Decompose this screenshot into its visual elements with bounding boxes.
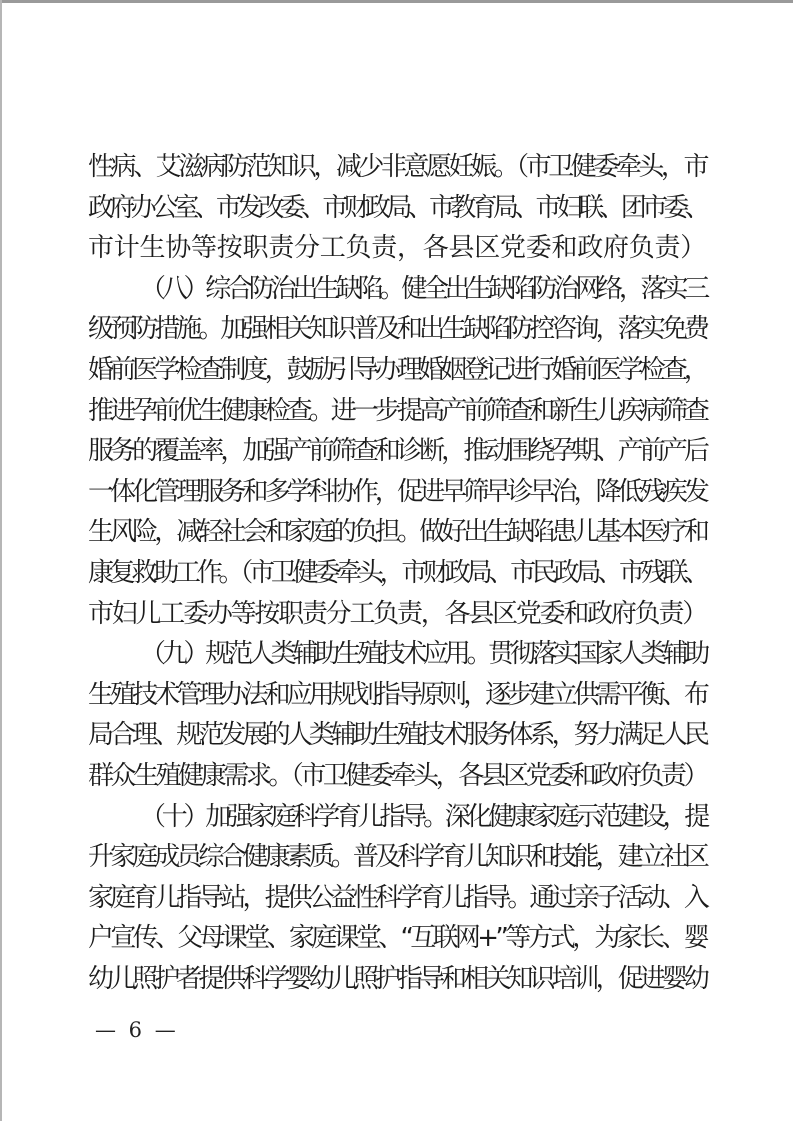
text-line [88, 675, 706, 716]
text-line-content: 服务的覆盖率，加强产前筛查和诊断，推动围绕孕期、产前产后 [88, 436, 706, 467]
text-line [88, 634, 706, 675]
text-line-content: 生风险，减轻社会和家庭的负担。做好出生缺陷患儿基本医疗和 [88, 517, 706, 548]
text-line-content: 康复救助工作。（市卫健委牵头，市财政局、市民政局、市残联、 [88, 557, 706, 588]
text-line [88, 959, 706, 1000]
scan-edge-left [0, 0, 2, 1121]
page-number: — 6 — [95, 1018, 179, 1042]
text-line [88, 269, 706, 310]
text-line [88, 228, 706, 269]
text-line [88, 553, 706, 594]
text-line-content: （八）综合防治出生缺陷。健全出生缺陷防治网络，落实三 [140, 273, 706, 304]
text-line [88, 512, 706, 553]
text-line [88, 878, 706, 919]
text-line-content: 户宣传、父母课堂、家庭课堂、“互联网+”等方式，为家长、婴 [88, 923, 706, 954]
text-line [88, 594, 706, 635]
text-line-content: 一体化管理服务和多学科协作，促进早筛早诊早治，降低残疾发 [88, 476, 706, 507]
text-line [88, 350, 706, 391]
text-line-content: 生殖技术管理办法和应用规划指导原则，逐步建立供需平衡、布 [88, 679, 706, 710]
text-line [88, 756, 706, 797]
text-line [88, 431, 706, 472]
text-line-content: 群众生殖健康需求。（市卫健委牵头，各县区党委和政府负责） [88, 760, 706, 791]
text-line-content: 政府办公室、市发改委、市财政局、市教育局、市妇联、团市委、 [88, 192, 706, 223]
text-line [88, 188, 706, 229]
text-line [88, 309, 706, 350]
text-line-content: 局合理、规范发展的人类辅助生殖技术服务体系，努力满足人民 [88, 720, 706, 751]
text-line-content: 升家庭成员综合健康素质。普及科学育儿知识和技能，建立社区 [88, 842, 706, 873]
text-line [88, 391, 706, 432]
text-line-content: （十）加强家庭科学育儿指导。深化健康家庭示范建设，提 [140, 801, 706, 832]
text-line [88, 797, 706, 838]
text-line-content: 市妇儿工委办等按职责分工负责，各县区党委和政府负责） [88, 598, 706, 629]
text-line-content: 市计生协等按职责分工负责，各县区党委和政府负责） [88, 233, 706, 264]
text-lines [88, 147, 706, 999]
text-line-content: 幼儿照护者提供科学婴幼儿照护指导和相关知识培训，促进婴幼 [88, 963, 706, 994]
text-line-content: 家庭育儿指导站，提供公益性科学育儿指导。通过亲子活动、入 [88, 882, 706, 913]
text-line [88, 918, 706, 959]
text-line-content: （九）规范人类辅助生殖技术应用。贯彻落实国家人类辅助 [140, 639, 706, 670]
text-line-content: 推进孕前优生健康检查。进一步提高产前筛查和新生儿疾病筛查 [88, 395, 706, 426]
text-line [88, 837, 706, 878]
text-line [88, 715, 706, 756]
scan-edge-top [0, 0, 793, 3]
text-line [88, 147, 706, 188]
text-line-content: 级预防措施。加强相关知识普及和出生缺陷防控咨询，落实免费 [88, 314, 706, 345]
text-line-content: 婚前医学检查制度，鼓励引导办理婚姻登记进行婚前医学检查， [88, 354, 706, 385]
text-line [88, 472, 706, 513]
text-line-content: 性病、艾滋病防范知识，减少非意愿妊娠。（市卫健委牵头，市 [88, 152, 706, 182]
